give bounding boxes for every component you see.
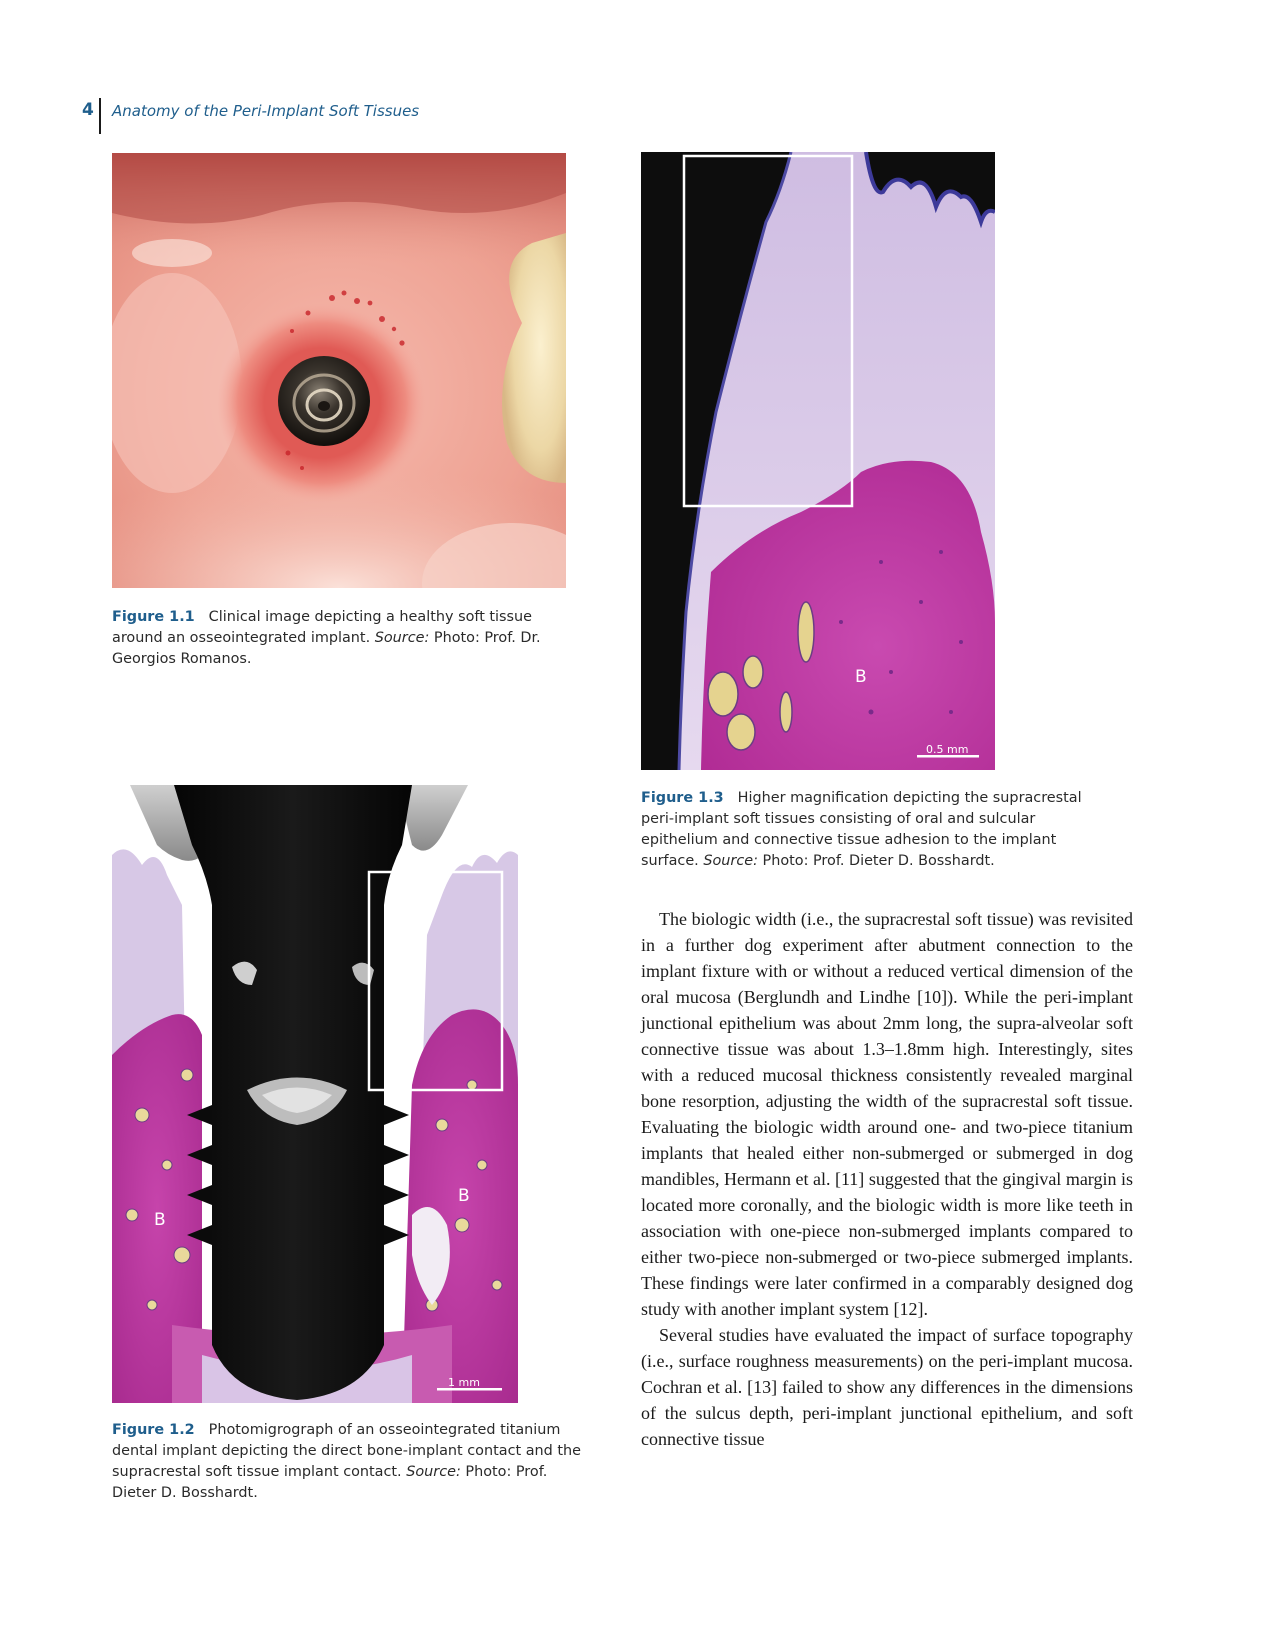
caption-text: Clinical image depicting a healthy soft tissue around an osseointegrated implant. xyxy=(112,609,533,646)
histology-implant-illustration xyxy=(112,785,518,1403)
source-label: Source: xyxy=(374,630,430,646)
clinical-photo-illustration xyxy=(112,153,566,588)
bone-label: B xyxy=(855,667,867,687)
source-text: Photo: Prof. Dieter D. Bosshardt. xyxy=(112,1464,548,1501)
bone-label-left: B xyxy=(154,1210,166,1230)
source-label: Source: xyxy=(406,1464,461,1480)
source-text: Photo: Prof. Dr. Georgios Romanos. xyxy=(112,630,541,667)
running-title: Anatomy of the Peri-Implant Soft Tissues xyxy=(112,102,420,120)
header-rule xyxy=(99,98,101,134)
scale-bar-label: 1 mm xyxy=(448,1376,480,1389)
figure-1-1-caption xyxy=(112,607,566,670)
histology-magnified-illustration xyxy=(641,152,995,770)
body-paragraph-2: Several studies have evaluated the impact of surface topography (i.e., surface roughness measurements) on the peri-implant mucosa. Cochran et al. [13] failed to show any differences in the dimensions of the sulcus depth, peri-implant junctional epithelium, and soft connective tissue xyxy=(641,1325,1133,1449)
scale-bar-label: 0.5 mm xyxy=(926,743,969,756)
figure-label: Figure 1.3 xyxy=(641,790,724,806)
source-text: Photo: Prof. Dieter D. Bosshardt. xyxy=(762,853,995,869)
figure-1-2-caption xyxy=(112,1420,582,1504)
body-paragraph-1: The biologic width (i.e., the supracrestal soft tissue) was revisited in a further dog experiment after abutment connection to the implant fixture with or without a reduced vertical dimension of the oral mucosa (Berglundh and Lindhe [10]). While the peri-implant junctional epithelium was about 2mm long, the supra-alveolar soft connective tissue was about 1.3–1.8mm high. Interestingly, sites with a reduced mucosal thickness consistently revealed marginal bone resorption, adjusting the width of the supracrestal soft tissue. Evaluating the biologic width around one- and two-piece titanium implants that healed either non-submerged or submerged in dog mandibles, Hermann et al. [11] suggested that the gingival margin is located more coronally, and the biologic width is more like teeth in association with one-piece non-submerged implants compared to either two-piece non-submerged or two-piece submerged implants. These findings were later confirmed in a comparably designed dog study with another implant system [12]. xyxy=(641,909,1133,1319)
figure-1-3-image xyxy=(641,152,995,770)
body-text-column xyxy=(641,906,1133,1452)
caption-text: Photomigrograph of an osseointegrated titanium dental implant depicting the direct bone-implant contact and the supracrestal soft tissue implant contact. xyxy=(112,1422,581,1480)
figure-1-2-image xyxy=(112,785,518,1403)
figure-label: Figure 1.1 xyxy=(112,609,195,625)
caption-text: Higher magnification depicting the supracrestal peri-implant soft tissues consisting of oral and sulcular epithelium and connective tissue adhesion to the implant surface. xyxy=(641,790,1082,869)
bone-label-right: B xyxy=(458,1186,470,1206)
page-number: 4 xyxy=(82,100,94,120)
figure-1-3-caption xyxy=(641,788,1101,872)
figure-1-1-image xyxy=(112,153,566,588)
source-label: Source: xyxy=(703,853,758,869)
figure-label: Figure 1.2 xyxy=(112,1422,195,1438)
